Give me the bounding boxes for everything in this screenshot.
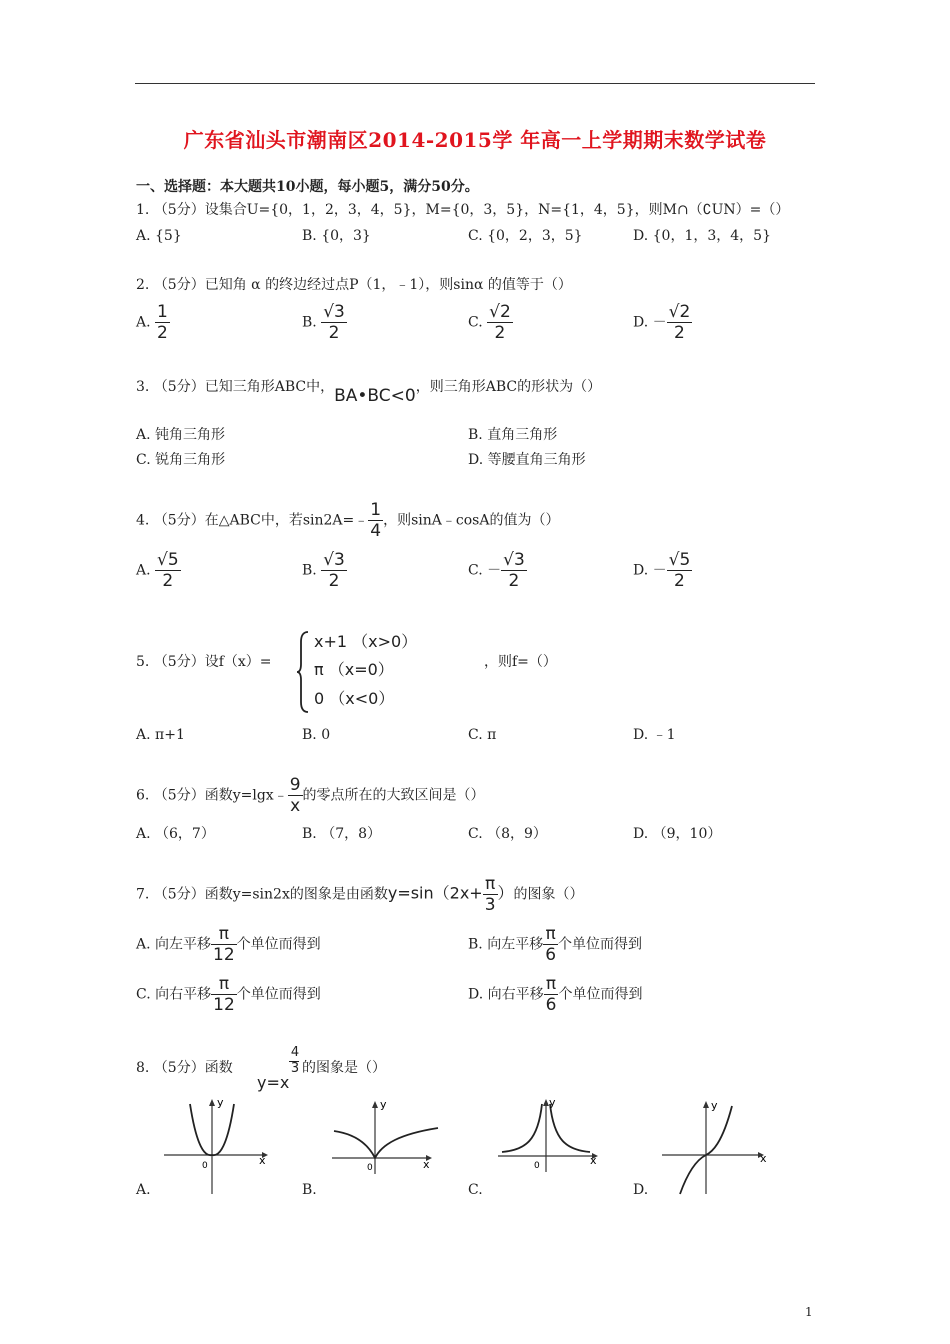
q2-option-b: B. $\frac{√3}{2}$: [302, 302, 345, 343]
svg-text:0: 0: [202, 1161, 208, 1171]
question-8-suffix: 的图象是（）: [302, 1060, 386, 1076]
q2-a-fraction: $\frac{1}{2}$: [157, 302, 168, 343]
q2-c-fraction: $\frac{√2}{2}$: [489, 302, 511, 343]
svg-text:y: y: [549, 1096, 556, 1109]
svg-text:x: x: [423, 1158, 430, 1171]
q4-option-c: C. － $\frac{√3}{2}$: [468, 550, 525, 591]
q7-option-b: B. 向左平移 $\frac{\pi}{6}$ 个单位而得到: [468, 924, 643, 965]
q5-brace: [296, 630, 312, 714]
q3-option-b: B. 直角三角形: [468, 427, 558, 443]
q5-case-3: 0 （x<0）: [314, 689, 395, 708]
q1-option-d: D. {0，1，3，4，5}: [633, 228, 771, 244]
q1-option-b: B. {0，3}: [302, 228, 371, 244]
header-rule: [135, 83, 815, 84]
svg-text:y: y: [217, 1096, 224, 1109]
svg-text:y: y: [711, 1099, 718, 1112]
q5-case-1: x+1 （x>0）: [314, 632, 418, 651]
q1-option-c: C. {0，2，3，5}: [468, 228, 583, 244]
q5-option-b: B. 0: [302, 727, 331, 743]
q4-option-d: D. － $\frac{√5}{2}$: [633, 550, 691, 591]
q5-option-a: A. π+1: [136, 727, 185, 743]
q5-option-c: C. π: [468, 727, 497, 743]
svg-text:x: x: [760, 1152, 767, 1165]
q6-stem-fraction: $\frac{9}{x}$: [289, 775, 301, 816]
q8-option-d: D.: [633, 1182, 649, 1198]
q3-vector-inequality: BA•BC<0: [334, 386, 416, 406]
q3-option-a: A. 钝角三角形: [136, 427, 226, 443]
q2-option-d: D. － $\frac{√2}{2}$: [633, 302, 691, 343]
question-1: 1. （5分）设集合U={0，1，2，3，4，5}，M={0，3，5}，N={1，4，5}，则M∩（∁UN）=（）: [136, 202, 790, 218]
q8-graph-d: [660, 1096, 772, 1196]
svg-text:x: x: [590, 1154, 597, 1167]
q8-exponent-num: 4: [290, 1045, 300, 1060]
page-title: 广东省汕头市潮南区2014-2015学 年高一上学期期末数学试卷: [183, 128, 767, 152]
q8-option-a: A.: [136, 1182, 151, 1198]
section-heading: 一、选择题：本大题共10小题，每小题5，满分50分。: [136, 179, 479, 195]
q8-option-c: C.: [468, 1182, 483, 1198]
q2-option-a: A. $\frac{1}{2}$: [136, 302, 168, 343]
q6-option-a: A. （6，7）: [136, 826, 215, 842]
q4-b-fraction: $\frac{√3}{2}$: [323, 550, 345, 591]
question-2: 2. （5分）已知角 α 的终边经过点P（1，﹣1），则sinα 的值等于（）: [136, 277, 572, 293]
q7-option-d: D. 向右平移 $\frac{\pi}{6}$ 个单位而得到: [468, 974, 643, 1015]
q7-option-c: C. 向右平移 $\frac{\pi}{12}$ 个单位而得到: [136, 974, 321, 1015]
q3-option-c: C. 锐角三角形: [136, 452, 226, 468]
page-number: 1: [805, 1305, 813, 1319]
q8-exponent-den: 3: [290, 1061, 300, 1076]
svg-text:x: x: [259, 1154, 266, 1167]
svg-text:0: 0: [534, 1161, 540, 1171]
q1-option-a: A. {5}: [136, 228, 182, 244]
q2-d-fraction: $\frac{√2}{2}$: [668, 302, 691, 343]
q5-case-2: π （x=0）: [314, 660, 394, 679]
q8-graph-b: [330, 1096, 442, 1176]
q6-option-b: B. （7，8）: [302, 826, 382, 842]
question-3: 3. （5分）已知三角形ABC中，BA•BC<0，则三角形ABC的形状为（）: [136, 379, 602, 406]
q7-option-a: A. 向左平移 $\frac{\pi}{12}$ 个单位而得到: [136, 924, 321, 965]
q5-option-d: D. ﹣1: [633, 727, 676, 743]
q8-graph-a: [162, 1096, 274, 1196]
q4-option-b: B. $\frac{√3}{2}$: [302, 550, 345, 591]
question-6: 6. （5分）函数y=lgx﹣ $\frac{9}{x}$ 的零点所在的大致区间是（）: [136, 775, 485, 816]
question-7: 7. （5分）函数y=sin2x的图象是由函数y=sin（2x+ $\frac{\pi}{3}$ ）的图象（）: [136, 874, 584, 915]
question-4: 4. （5分）在△ABC中，若sin2A=﹣ $\frac{1}{4}$ ，则sinA﹣cosA的值为（）: [136, 500, 560, 541]
q4-d-fraction: $\frac{√5}{2}$: [668, 550, 691, 591]
q7-stem-fraction: $\frac{\pi}{3}$: [484, 874, 496, 915]
q8-formula: y=x: [257, 1073, 290, 1092]
svg-text:0: 0: [367, 1163, 373, 1173]
q2-b-fraction: $\frac{√3}{2}$: [323, 302, 345, 343]
q8-graph-c: [496, 1094, 608, 1174]
q4-a-fraction: $\frac{√5}{2}$: [157, 550, 179, 591]
q6-option-c: C. （8，9）: [468, 826, 547, 842]
question-5-prefix: 5. （5分）设f（x）=: [136, 654, 272, 670]
q3-option-d: D. 等腰直角三角形: [468, 452, 586, 468]
q2-option-c: C. $\frac{√2}{2}$: [468, 302, 511, 343]
q4-c-fraction: $\frac{√3}{2}$: [503, 550, 525, 591]
q6-option-d: D. （9，10）: [633, 826, 722, 842]
q4-stem-fraction: $\frac{1}{4}$: [370, 500, 382, 541]
question-8-prefix: 8. （5分）函数: [136, 1060, 233, 1076]
svg-text:y: y: [380, 1098, 387, 1111]
q8-option-b: B.: [302, 1182, 317, 1198]
question-5-suffix: ，则f=（）: [484, 654, 557, 670]
q4-option-a: A. $\frac{√5}{2}$: [136, 550, 179, 591]
